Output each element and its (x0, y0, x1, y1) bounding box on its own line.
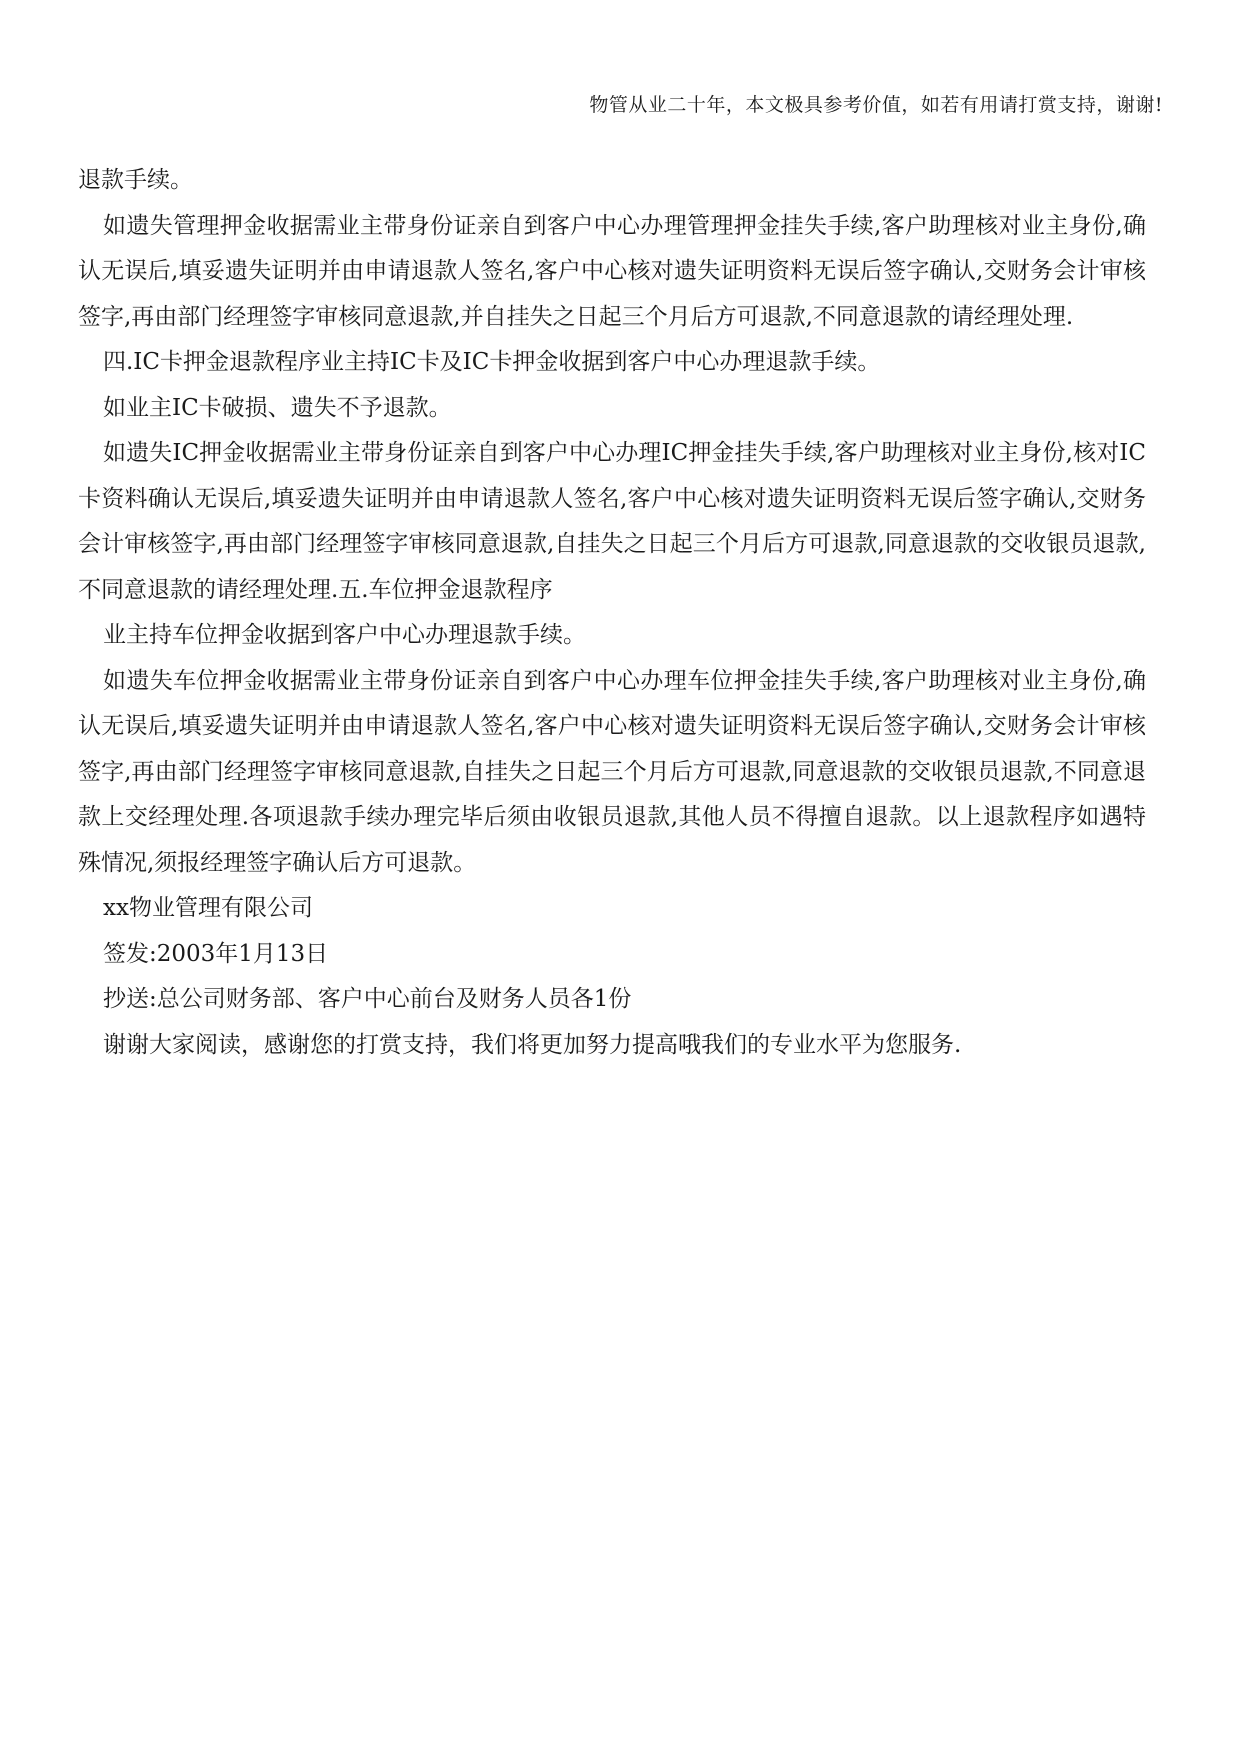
paragraph-ic-card-refund: 四.IC卡押金退款程序业主持IC卡及IC卡押金收据到客户中心办理退款手续。 (103, 349, 881, 375)
paragraph-management-deposit-loss: 如遗失管理押金收据需业主带身份证亲自到客户中心办理管理押金挂失手续,客户助理核对业主身份,确认无误后,填妥遗失证明并由申请退款人签名,客户中心核对遗失证明资料无误后签字确认,交财务会计审核签字,再由部门经理签字审核同意退款,并自挂失之日起三个月后方可退款,不同意退款的请经理处理. (78, 212, 1146, 330)
document-body (78, 158, 1146, 1068)
paragraph-ic-deposit-loss: 如遗失IC押金收据需业主带身份证亲自到客户中心办理IC押金挂失手续,客户助理核对业主身份,核对IC卡资料确认无误后,填妥遗失证明并由申请退款人签名,客户中心核对遗失证明资料无误后签字确认,交财务会计审核签字,再由部门经理签字审核同意退款,自挂失之日起三个月后方可退款,同意退款的交收银员退款,不同意退款的请经理处理.五.车位押金退款程序 (78, 440, 1146, 603)
paragraph-issue-date: 签发:2003年1月13日 (103, 940, 329, 967)
paragraph-thanks: 谢谢大家阅读，感谢您的打赏支持，我们将更加努力提高哦我们的专业水平为您服务. (103, 1031, 962, 1058)
paragraph-parking-refund: 业主持车位押金收据到客户中心办理退款手续。 (103, 622, 586, 648)
paragraph-cc-list: 抄送:总公司财务部、客户中心前台及财务人员各1份 (103, 986, 632, 1012)
header-note: 物管从业二十年，本文极具参考价值，如若有用请打赏支持，谢谢! (589, 94, 1163, 116)
paragraph-ic-card-damaged: 如业主IC卡破损、遗失不予退款。 (103, 394, 452, 421)
paragraph-parking-deposit-loss: 如遗失车位押金收据需业主带身份证亲自到客户中心办理车位押金挂失手续,客户助理核对业主身份,确认无误后,填妥遗失证明并由申请退款人签名,客户中心核对遗失证明资料无误后签字确认,交财务会计审核签字,再由部门经理签字审核同意退款,自挂失之日起三个月后方可退款,同意退款的交收银员退款,不同意退款上交经理处理.各项退款手续办理完毕后须由收银员退款,其他人员不得擅自退款。以上退款程序如遇特殊情况,须报经理签字确认后方可退款。 (78, 667, 1146, 876)
paragraph-continuation: 退款手续。 (78, 167, 193, 193)
paragraph-company-name: xx物业管理有限公司 (103, 895, 313, 921)
